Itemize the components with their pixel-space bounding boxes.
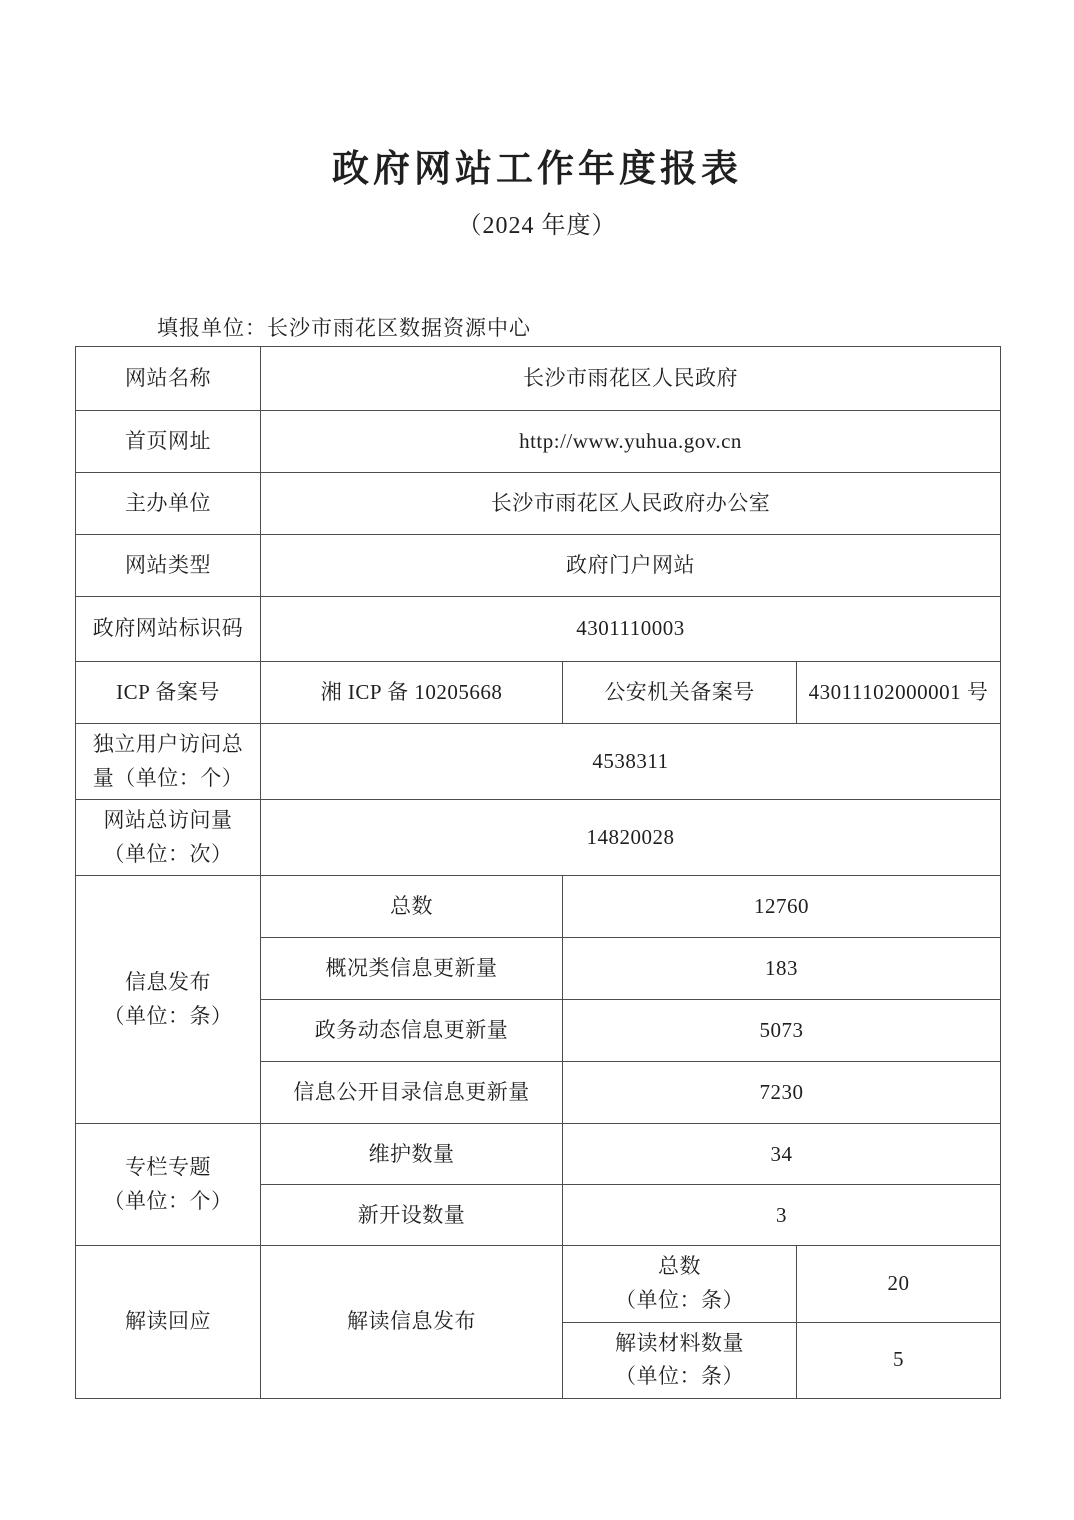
info-publish-overview-label: 概况类信息更新量 xyxy=(261,938,563,1000)
info-publish-group-line1: 信息发布 xyxy=(125,970,211,995)
unique-visitors-value: 4538311 xyxy=(261,724,1001,800)
row-icp xyxy=(76,662,1001,724)
site-name-label: 网站名称 xyxy=(76,347,261,411)
page-title: 政府网站工作年度报表 xyxy=(332,149,742,190)
special-columns-group-line2: （单位：个） xyxy=(103,1188,233,1213)
row-site-type xyxy=(76,535,1001,597)
info-publish-catalog-label: 信息公开目录信息更新量 xyxy=(261,1062,563,1124)
police-filing-value: 43011102000001 号 xyxy=(797,662,1001,724)
interpretation-materials-value: 5 xyxy=(797,1322,1001,1398)
home-url-label: 首页网址 xyxy=(76,411,261,473)
interpretation-materials-label-line1: 解读材料数量 xyxy=(615,1330,744,1355)
interpretation-group-label: 解读回应 xyxy=(76,1246,261,1398)
total-visits-label xyxy=(76,800,261,876)
police-filing-label: 公安机关备案号 xyxy=(563,662,797,724)
home-url-value: http://www.yuhua.gov.cn xyxy=(261,411,1001,473)
info-publish-dynamic-label: 政务动态信息更新量 xyxy=(261,1000,563,1062)
organizer-label: 主办单位 xyxy=(76,473,261,535)
reporting-unit-line: 填报单位：长沙市雨花区数据资源中心 xyxy=(157,316,531,340)
special-columns-maintained-label: 维护数量 xyxy=(261,1124,563,1185)
info-publish-total-value: 12760 xyxy=(563,876,1001,938)
icp-value: 湘 ICP 备 10205668 xyxy=(261,662,563,724)
interpretation-subgroup-label: 解读信息发布 xyxy=(261,1246,563,1398)
site-code-label: 政府网站标识码 xyxy=(76,597,261,662)
interpretation-total-label-line2: （单位：条） xyxy=(615,1287,744,1312)
info-publish-group-label xyxy=(76,876,261,1124)
row-unique-visitors xyxy=(76,724,1001,800)
interpretation-materials-label-line2: （单位：条） xyxy=(615,1364,744,1389)
special-columns-group-line1: 专栏专题 xyxy=(125,1155,211,1180)
row-total-visits xyxy=(76,800,1001,876)
unique-visitors-label: 独立用户访问总量（单位：个） xyxy=(76,724,261,800)
site-type-label: 网站类型 xyxy=(76,535,261,597)
special-columns-new-label: 新开设数量 xyxy=(261,1185,563,1246)
site-code-value: 4301110003 xyxy=(261,597,1001,662)
interpretation-total-label xyxy=(563,1246,797,1322)
row-info-publish-total xyxy=(76,876,1001,938)
total-visits-value: 14820028 xyxy=(261,800,1001,876)
icp-label: ICP 备案号 xyxy=(76,662,261,724)
interpretation-total-label-line1: 总数 xyxy=(658,1254,701,1279)
row-home-url xyxy=(76,411,1001,473)
special-columns-maintained-value: 34 xyxy=(563,1124,1001,1185)
special-columns-group-label xyxy=(76,1124,261,1246)
info-publish-overview-value: 183 xyxy=(563,938,1001,1000)
info-publish-dynamic-value: 5073 xyxy=(563,1000,1001,1062)
row-site-code xyxy=(76,597,1001,662)
site-name-value: 长沙市雨花区人民政府 xyxy=(261,347,1001,411)
info-publish-group-line2: （单位：条） xyxy=(103,1003,233,1028)
row-special-columns-maintained xyxy=(76,1124,1001,1185)
row-interpretation-total xyxy=(76,1246,1001,1322)
row-site-name xyxy=(76,347,1001,411)
organizer-value: 长沙市雨花区人民政府办公室 xyxy=(261,473,1001,535)
interpretation-materials-label xyxy=(563,1322,797,1398)
info-publish-total-label: 总数 xyxy=(261,876,563,938)
info-publish-catalog-value: 7230 xyxy=(563,1062,1001,1124)
annual-report-table xyxy=(75,346,1001,1399)
total-visits-label-line1: 网站总访问量 xyxy=(103,808,233,833)
total-visits-label-line2: （单位：次） xyxy=(103,841,233,866)
page-subtitle: （2024 年度） xyxy=(457,213,617,239)
row-organizer xyxy=(76,473,1001,535)
special-columns-new-value: 3 xyxy=(563,1185,1001,1246)
interpretation-total-value: 20 xyxy=(797,1246,1001,1322)
site-type-value: 政府门户网站 xyxy=(261,535,1001,597)
